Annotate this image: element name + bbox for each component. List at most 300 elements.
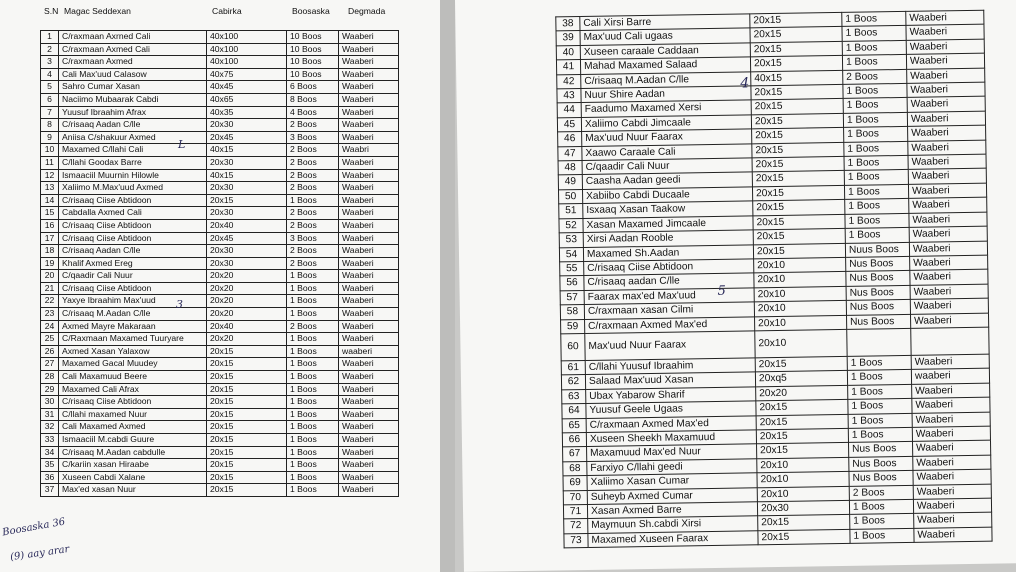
plot-count: 4 Boos [287, 106, 339, 119]
owner-name: Faadumo Maxamed Xersi [581, 100, 751, 117]
plot-size: 20x15 [207, 434, 287, 447]
row-number: 40 [556, 45, 580, 60]
district: Waaberi [339, 295, 399, 308]
plot-count: 1 Boos [847, 355, 911, 370]
row-number: 16 [41, 219, 59, 232]
plot-count: Nus Boos [846, 300, 910, 315]
owner-name: Axmed Mayre Makaraan [59, 320, 207, 333]
owner-name: Salaad Max'uud Xasan [585, 372, 755, 389]
plot-size: 40x15 [751, 70, 843, 86]
plot-count: 1 Boos [844, 141, 908, 156]
district: Waaberi [907, 68, 985, 84]
owner-name: Xaliimo Cabdi Jimcaale [581, 115, 751, 132]
owner-name: C/llahi maxamed Nuur [59, 408, 207, 421]
district: Waaberi [907, 111, 985, 127]
plot-count: 1 Boos [850, 528, 914, 543]
table-row [41, 484, 399, 497]
owner-name: Axmed Xasan Yalaxow [59, 345, 207, 358]
plots-table-right [555, 10, 992, 549]
plot-size: 40x15 [207, 169, 287, 182]
district: waaberi [339, 345, 399, 358]
owner-name: Mahad Maxamed Salaad [580, 57, 750, 74]
plot-count: 1 Boos [287, 471, 339, 484]
plot-count: 1 Boos [287, 371, 339, 384]
table-row [41, 131, 399, 144]
plot-count: 2 Boos [287, 207, 339, 220]
plot-count: 1 Boos [843, 83, 907, 98]
plot-size: 40x35 [207, 106, 287, 119]
table-row [41, 320, 399, 333]
owner-name: Xuseen Cabdi Xalane [59, 471, 207, 484]
plot-size: 20x10 [757, 486, 849, 502]
plot-size: 20x20 [207, 308, 287, 321]
plot-count: 3 Boos [287, 131, 339, 144]
plot-count: 1 Boos [844, 155, 908, 170]
handwritten-mark: 3 [176, 298, 183, 311]
plot-size: 20x30 [207, 119, 287, 132]
table-row [41, 446, 399, 459]
plot-count: 1 Boos [287, 282, 339, 295]
left-page [0, 0, 440, 572]
district: Waaberi [339, 383, 399, 396]
plot-size: 20x15 [207, 396, 287, 409]
row-number: 55 [560, 261, 584, 276]
plot-count: 6 Boos [287, 81, 339, 94]
owner-name: Xasan Maxamed Jimcaale [583, 216, 753, 233]
plot-size: 20x30 [207, 182, 287, 195]
plot-size: 20x45 [207, 232, 287, 245]
row-number: 27 [41, 358, 59, 371]
owner-name: Xabiibo Cabdi Ducaale [582, 187, 752, 204]
row-number: 71 [563, 504, 587, 519]
plot-size: 20x20 [207, 295, 287, 308]
district: Waaberi [910, 313, 988, 329]
row-number: 12 [41, 169, 59, 182]
district: Waaberi [907, 82, 985, 98]
plot-size: 20x40 [207, 320, 287, 333]
row-number: 39 [556, 31, 580, 46]
plot-count: 2 Boos [287, 119, 339, 132]
owner-name: C/risaaq Ciise Abtidoon [59, 396, 207, 409]
owner-name: C/risaaq M.Aadan cabdulle [59, 446, 207, 459]
row-number: 30 [41, 396, 59, 409]
plot-size: 20x30 [207, 245, 287, 258]
plot-size: 20x15 [756, 428, 848, 444]
owner-name: Xasan Axmed Barre [587, 502, 757, 519]
district: Waaberi [339, 81, 399, 94]
district: Waaberi [339, 106, 399, 119]
table-row [41, 345, 399, 358]
row-number: 4 [41, 68, 59, 81]
row-number: 24 [41, 320, 59, 333]
row-number: 51 [559, 204, 583, 219]
row-number: 36 [41, 471, 59, 484]
plot-size: 20x10 [757, 457, 849, 473]
row-number: 67 [563, 447, 587, 462]
row-number: 70 [563, 490, 587, 505]
header-district: Degmada [348, 6, 386, 16]
page-gap [440, 0, 455, 572]
handwritten-note: Boosaska 36 [1, 516, 67, 539]
plot-count: 2 Boos [287, 144, 339, 157]
owner-name: Sahro Cumar Xasan [59, 81, 207, 94]
plot-count: Nus Boos [849, 442, 913, 457]
handwritten-note: (9) aay arar [9, 543, 71, 564]
table-row [41, 93, 399, 106]
plot-count: 2 Boos [843, 69, 907, 84]
district: Waaberi [906, 53, 984, 69]
plot-count: 2 Boos [287, 182, 339, 195]
plot-size: 20x15 [207, 371, 287, 384]
row-number: 41 [556, 60, 580, 75]
table-row [41, 144, 399, 157]
plot-size: 20x15 [207, 484, 287, 497]
plot-count: 1 Boos [844, 170, 908, 185]
plot-size: 40x15 [207, 144, 287, 157]
district: Waaberi [339, 56, 399, 69]
handwritten-mark: 4 [740, 75, 750, 92]
district: Waaberi [339, 43, 399, 56]
plot-size: 20x10 [755, 329, 847, 357]
plot-size: 20x15 [750, 41, 842, 57]
table-row [41, 43, 399, 56]
plot-count: 1 Boos [287, 270, 339, 283]
plot-count: Nus Boos [846, 285, 910, 300]
plot-count: 1 Boos [287, 484, 339, 497]
plot-count: 1 Boos [845, 213, 909, 228]
right-page [455, 0, 1016, 572]
plot-size: 20x15 [752, 142, 844, 158]
owner-name: C/raxmaan Axmed [59, 56, 207, 69]
plot-size: 20x15 [756, 414, 848, 430]
owner-name: Ubax Yabarow Sharif [586, 387, 756, 404]
row-number: 50 [558, 189, 582, 204]
row-number: 2 [41, 43, 59, 56]
plot-count: 1 Boos [848, 384, 912, 399]
plot-size: 20x15 [756, 400, 848, 416]
plot-count: 1 Boos [287, 434, 339, 447]
row-number: 56 [560, 276, 584, 291]
owner-name: C/llahi Goodax Barre [59, 156, 207, 169]
row-number: 63 [562, 389, 586, 404]
header-name: Magac Seddexan [64, 6, 131, 16]
owner-name: C/risaaq Aadan C/lle [59, 119, 207, 132]
owner-name: Max'uud Nuur Faarax [585, 331, 755, 361]
row-number: 1 [41, 31, 59, 44]
plot-size: 20x10 [754, 257, 846, 273]
plot-size: 20x15 [752, 156, 844, 172]
plot-count: 1 Boos [287, 459, 339, 472]
table-row [41, 245, 399, 258]
row-number: 58 [560, 305, 584, 320]
table-row [41, 471, 399, 484]
row-number: 22 [41, 295, 59, 308]
handwritten-mark: L [178, 138, 186, 151]
row-number: 9 [41, 131, 59, 144]
table-row [41, 434, 399, 447]
owner-name: Xuseen Sheekh Maxamuud [586, 430, 756, 447]
district: Waaberi [339, 434, 399, 447]
row-number: 3 [41, 56, 59, 69]
owner-name: Max'uud Cali ugaas [580, 28, 750, 45]
row-number: 7 [41, 106, 59, 119]
district: Waaberi [909, 241, 987, 257]
owner-name: Maxamed Cali Afrax [59, 383, 207, 396]
district: Waaberi [339, 207, 399, 220]
district: Waaberi [912, 441, 990, 457]
district: Waaberi [913, 498, 991, 514]
owner-name: Cabdalla Axmed Cali [59, 207, 207, 220]
owner-name: C/Raxmaan Maxamed Tuuryare [59, 333, 207, 346]
plot-count: Nus Boos [846, 314, 910, 329]
plot-count: 1 Boos [843, 112, 907, 127]
plot-count: 2 Boos [287, 169, 339, 182]
row-number: 33 [41, 434, 59, 447]
district: Waaberi [339, 156, 399, 169]
plot-size: 20x15 [757, 443, 849, 459]
plot-count: Nuus Boos [845, 242, 909, 257]
plot-size: 20x15 [207, 446, 287, 459]
owner-name: Max'ed xasan Nuur [59, 484, 207, 497]
owner-name: Cali Xirsi Barre [580, 14, 750, 31]
row-number: 8 [41, 119, 59, 132]
plot-count: 2 Boos [287, 219, 339, 232]
table-row [41, 396, 399, 409]
plot-count: 3 Boos [287, 232, 339, 245]
row-number: 46 [558, 132, 582, 147]
owner-name: C/risaaq Ciise Abtidoon [59, 282, 207, 295]
plot-size: 20x15 [753, 200, 845, 216]
row-number: 48 [558, 161, 582, 176]
district: Waaberi [914, 513, 992, 529]
table-row [41, 383, 399, 396]
row-number: 60 [561, 333, 585, 360]
plot-size: 20x30 [207, 207, 287, 220]
row-number: 52 [559, 218, 583, 233]
plot-size: 20x15 [758, 529, 850, 545]
owner-name: C/risaaq M.Aadan C/lle [59, 308, 207, 321]
row-number: 43 [557, 89, 581, 104]
district: Waaberi [339, 169, 399, 182]
table-row [41, 106, 399, 119]
table-row [41, 358, 399, 371]
owner-name: C/qaadir Cali Nuur [59, 270, 207, 283]
district: Waaberi [339, 219, 399, 232]
plot-size: 20xq5 [755, 371, 847, 387]
header-sn: S.N [44, 6, 59, 16]
plot-size: 20x15 [751, 84, 843, 100]
row-number: 11 [41, 156, 59, 169]
row-number: 20 [41, 270, 59, 283]
table-row [41, 182, 399, 195]
row-number: 35 [41, 459, 59, 472]
owner-name: C/risaaq Ciise Abtidoon [59, 219, 207, 232]
district: Waaberi [907, 97, 985, 113]
district: Waaberi [909, 226, 987, 242]
owner-name: Aniisa C/shakuur Axmed [59, 131, 207, 144]
row-number: 23 [41, 308, 59, 321]
owner-name: Isxaaq Xasan Taakow [583, 201, 753, 218]
table-row [41, 282, 399, 295]
district [911, 327, 989, 355]
table-row [41, 257, 399, 270]
plot-count: 1 Boos [287, 308, 339, 321]
plot-size: 20x20 [756, 385, 848, 401]
owner-name: C/raxmaan Axrned Cali [59, 31, 207, 44]
table-row [41, 31, 399, 44]
plot-count: 1 Boos [845, 227, 909, 242]
row-number: 18 [41, 245, 59, 258]
district: Waaberi [339, 396, 399, 409]
owner-name: Maxamed C/llahi Cali [59, 144, 207, 157]
plot-count: 1 Boos [842, 11, 906, 26]
district: Waaberi [912, 412, 990, 428]
plot-count: 1 Boos [847, 370, 911, 385]
owner-name: Suheyb Axmed Cumar [587, 487, 757, 504]
district: Waaberi [912, 426, 990, 442]
plot-size: 40x65 [207, 93, 287, 106]
row-number: 25 [41, 333, 59, 346]
plot-size: 20x15 [207, 194, 287, 207]
plot-count: 10 Boos [287, 43, 339, 56]
owner-name: Xirsi Aadan Rooble [583, 230, 753, 247]
plot-count: 1 Boos [844, 184, 908, 199]
owner-name: C/risaaq Aadan C/lle [59, 245, 207, 258]
plot-count: 2 Boos [849, 485, 913, 500]
owner-name: C/risaaq Ciise Abtidoon [59, 194, 207, 207]
owner-name: Yuusuf Ibraahim Afrax [59, 106, 207, 119]
plot-count: 1 Boos [287, 194, 339, 207]
owner-name: C/risaaq aadan C/lle [584, 273, 754, 290]
district: Waaberi [339, 459, 399, 472]
plot-size: 20x10 [754, 286, 846, 302]
row-number: 62 [561, 375, 585, 390]
owner-name: C/raxmaan Axmed Cali [59, 43, 207, 56]
district: Waaberi [339, 270, 399, 283]
plot-count: 1 Boos [287, 421, 339, 434]
row-number: 13 [41, 182, 59, 195]
plot-size: 40x75 [207, 68, 287, 81]
owner-name: C/risaaq Ciise Abtidoon [584, 259, 754, 276]
row-number: 19 [41, 257, 59, 270]
table-row [41, 169, 399, 182]
row-number: 29 [41, 383, 59, 396]
plot-count [847, 328, 911, 356]
district: Waaberi [908, 183, 986, 199]
table-row [41, 219, 399, 232]
district: Waaberi [339, 371, 399, 384]
table-row [41, 459, 399, 472]
owner-name: Xuseen caraale Caddaan [580, 43, 750, 60]
district: Waaberi [912, 397, 990, 413]
plot-count: 1 Boos [287, 345, 339, 358]
district: Waaberi [914, 527, 992, 543]
row-number: 34 [41, 446, 59, 459]
district: Waabri [339, 144, 399, 157]
plot-count: 1 Boos [842, 26, 906, 41]
district: Waaberi [339, 320, 399, 333]
plot-count: 1 Boos [850, 514, 914, 529]
plot-size: 20x15 [752, 128, 844, 144]
owner-name: Khalif Axmed Ereg [59, 257, 207, 270]
owner-name: Cali Max'uud Calasow [59, 68, 207, 81]
plot-count: 2 Boos [287, 156, 339, 169]
table-row [41, 56, 399, 69]
district: Waaberi [909, 197, 987, 213]
plot-count: 2 Boos [287, 320, 339, 333]
plot-size: 20x40 [207, 219, 287, 232]
plot-size: 20x15 [753, 214, 845, 230]
plot-size: 20x15 [750, 12, 842, 28]
table-row [41, 421, 399, 434]
plot-size: 20x15 [207, 383, 287, 396]
row-number: 65 [562, 418, 586, 433]
row-number: 6 [41, 93, 59, 106]
table-row [41, 68, 399, 81]
owner-name: Maxamed Gacal Muudey [59, 358, 207, 371]
plot-count: Nus Boos [846, 271, 910, 286]
plot-count: 2 Boos [287, 245, 339, 258]
plot-size: 20x30 [207, 257, 287, 270]
district: Waaberi [339, 421, 399, 434]
plot-size: 20x15 [753, 243, 845, 259]
row-number: 47 [558, 146, 582, 161]
district: Waaberi [339, 31, 399, 44]
district: waaberi [911, 368, 989, 384]
plot-size: 20x15 [752, 171, 844, 187]
plot-count: 8 Boos [287, 93, 339, 106]
row-number: 53 [559, 233, 583, 248]
district: Waaberi [339, 119, 399, 132]
plot-size: 20x15 [207, 345, 287, 358]
header-plots: Boosaska [292, 6, 330, 16]
row-number: 37 [41, 484, 59, 497]
owner-name: Maymuun Sh.cabdi Xirsi [588, 516, 758, 533]
table-row [41, 207, 399, 220]
district: Waaberi [906, 10, 984, 26]
district: Waaberi [339, 194, 399, 207]
district: Waaberi [339, 333, 399, 346]
plot-count: 1 Boos [843, 98, 907, 113]
district: Waaberi [909, 212, 987, 228]
row-number: 64 [562, 404, 586, 419]
row-number: 68 [563, 461, 587, 476]
district: Waaberi [913, 455, 991, 471]
district: Waaberi [912, 383, 990, 399]
table-row [41, 156, 399, 169]
plots-table-left [40, 30, 399, 497]
plot-size: 40x100 [207, 56, 287, 69]
district: Waaberi [339, 446, 399, 459]
row-number: 69 [563, 476, 587, 491]
plot-size: 20x15 [207, 358, 287, 371]
plot-size: 20x10 [757, 472, 849, 488]
owner-name: Maxamed Sh.Aadan [583, 244, 753, 261]
owner-name: C/raxmaan Axmed Max'ed [586, 415, 756, 432]
row-number: 73 [564, 533, 588, 548]
row-number: 44 [557, 103, 581, 118]
owner-name: Yaxye Ibraahim Max'uud [59, 295, 207, 308]
district: Waaberi [339, 131, 399, 144]
table-row [41, 371, 399, 384]
owner-name: Farxiyo C/llahi geedi [587, 459, 757, 476]
plot-count: 1 Boos [842, 40, 906, 55]
owner-name: Ismaaciil Muurnin Hilowle [59, 169, 207, 182]
row-number: 5 [41, 81, 59, 94]
plot-size: 20x15 [751, 113, 843, 129]
plot-size: 20x30 [207, 156, 287, 169]
plot-size: 20x15 [207, 421, 287, 434]
